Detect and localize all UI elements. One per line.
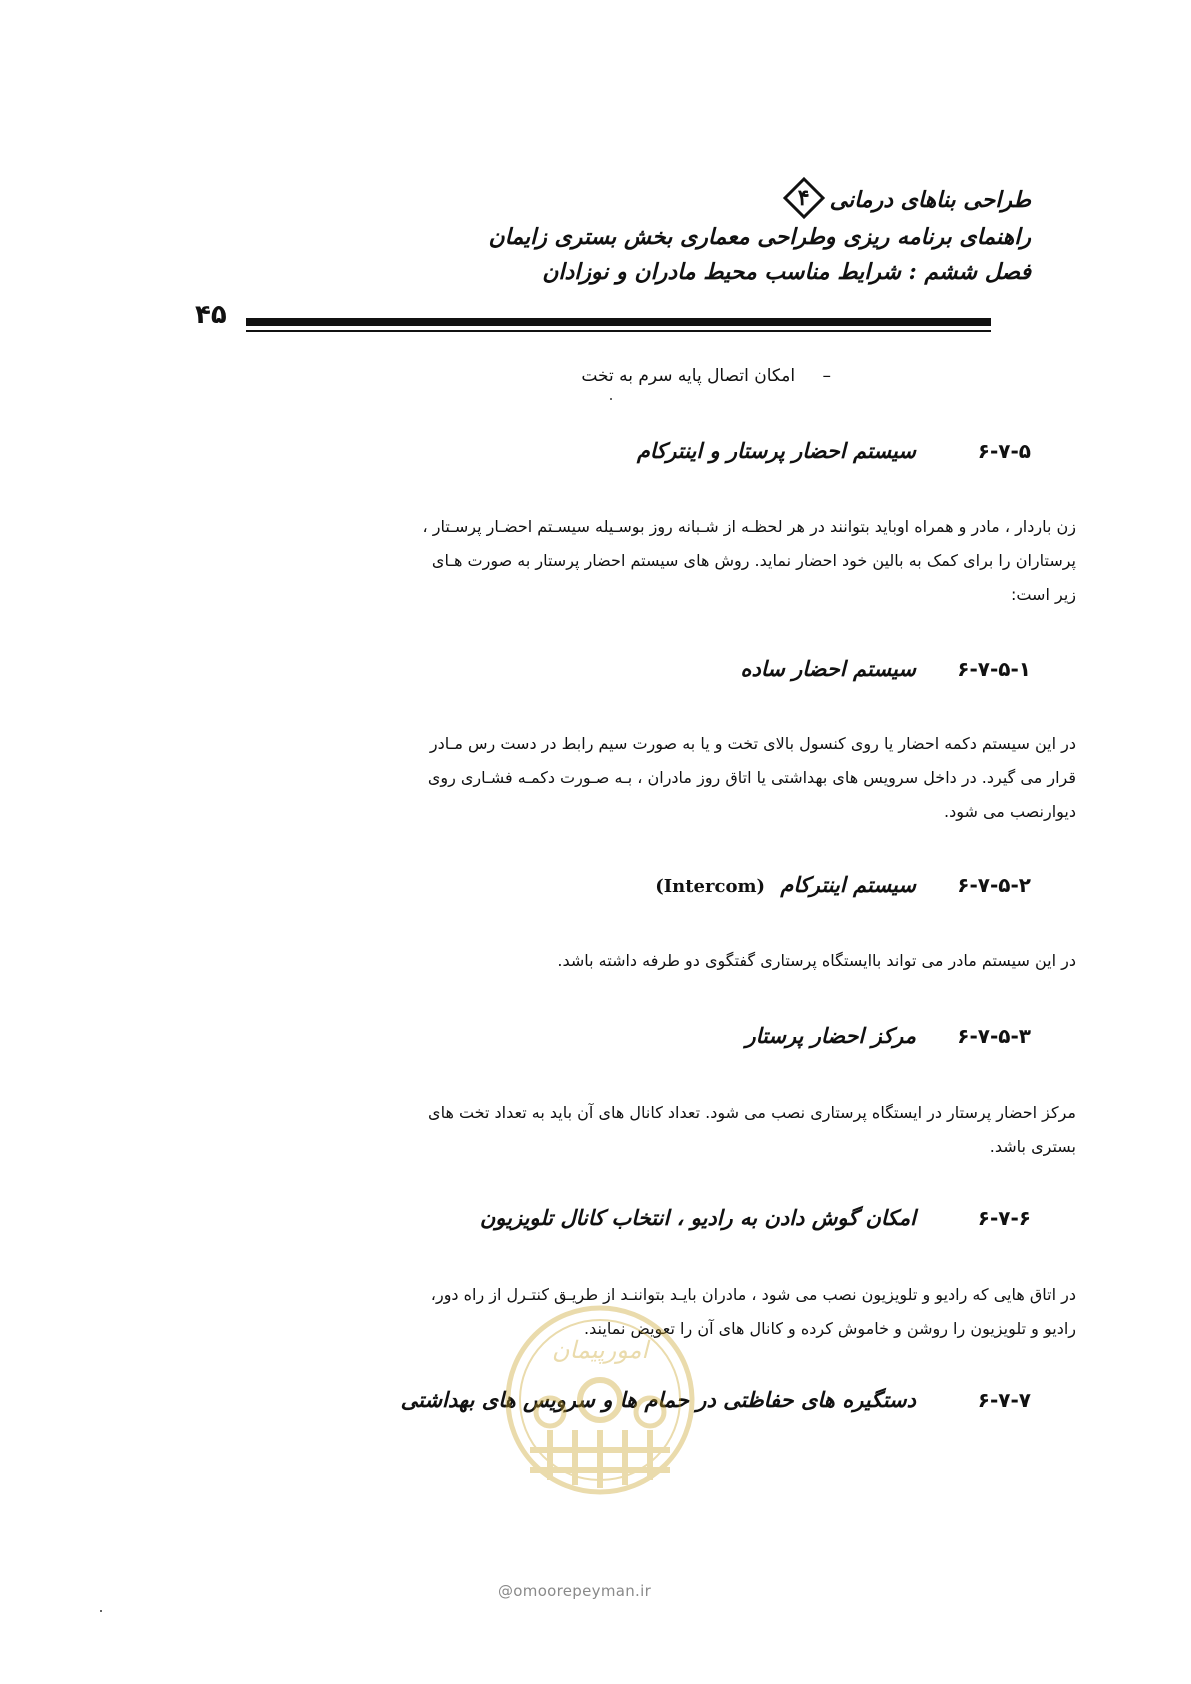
section-6-7-5-body xyxy=(352,510,1076,612)
page-number: ۴۵ xyxy=(195,300,227,330)
section-number: ۶-۷-۶ xyxy=(977,1206,1031,1230)
bullet-text: امکان اتصال پایه سرم به تخت xyxy=(581,366,796,386)
section-heading xyxy=(191,656,1031,696)
section-title: سیستم احضار پرستار و اینترکام xyxy=(636,438,916,463)
section-6-7-5-1-body xyxy=(352,727,1076,829)
section-number: ۶-۷-۵-۳ xyxy=(957,1024,1031,1048)
body-line: در این سیستم دکمه احضار یا روی کنسول بالای تخت و یا به صورت سیم رابط در دست رس مـادر xyxy=(429,734,1076,753)
body-line: دیوارنصب می شود. xyxy=(943,802,1076,821)
section-6-7-5-2 xyxy=(191,872,1031,912)
watermark-logo xyxy=(490,1300,710,1500)
section-heading xyxy=(191,1023,1031,1063)
body-line: بستری باشد. xyxy=(989,1137,1076,1156)
intro-bullet xyxy=(581,366,831,386)
section-number: ۶-۷-۷ xyxy=(977,1388,1031,1412)
section-heading xyxy=(191,872,1031,912)
section-6-7-6 xyxy=(191,1205,1031,1245)
chapter-title: فصل ششم : شرایط مناسب محیط مادران و نوزادان xyxy=(542,259,1031,285)
book-number-badge xyxy=(782,176,826,220)
section-title-text: سیستم اینترکام xyxy=(780,872,916,897)
book-subtitle: راهنمای برنامه ریزی وطراحی معماری بخش بستری زایمان xyxy=(488,224,1031,250)
scan-speck xyxy=(100,1610,102,1612)
body-line: زن باردار ، مادر و همراه اوباید بتوانند در هر لحظـه از شـبانه روز بوسـیله سیسـتم احضـار پرسـتار ، xyxy=(422,517,1076,536)
section-title: امکان گوش دادن به رادیو ، انتخاب کانال تلویزیون xyxy=(479,1205,916,1230)
section-title: دستگیره های حفاظتی در حمام ها و سرویس های بهداشتی xyxy=(400,1387,916,1412)
section-6-7-5-3 xyxy=(191,1023,1031,1063)
section-title-latin: (Intercom) xyxy=(655,876,766,897)
watermark-logo-text: امورپیمان xyxy=(551,1336,649,1364)
watermark-site: @omoorepeyman.ir xyxy=(498,1582,652,1600)
body-line: زیر است: xyxy=(1010,585,1076,604)
running-header xyxy=(411,180,1031,290)
section-heading xyxy=(191,438,1031,478)
body-line: در این سیستم مادر می تواند باایستگاه پرستاری گفتگوی دو طرفه داشته باشد. xyxy=(557,951,1076,970)
body-line: قرار می گیرد. در داخل سرویس های بهداشتی یا اتاق روز مادران ، بـه صـورت دکمـه فشـاری روی xyxy=(427,768,1076,787)
section-6-7-5 xyxy=(191,438,1031,478)
body-line: رادیو و تلویزیون را روشن و خاموش کرده و کانال های آن را تعویض نمایند. xyxy=(584,1319,1076,1338)
scan-speck xyxy=(610,398,612,400)
header-divider xyxy=(246,318,991,326)
section-6-7-5-3-body xyxy=(352,1096,1076,1164)
section-number: ۶-۷-۵-۲ xyxy=(957,873,1031,897)
body-line: مرکز احضار پرستار در ایستگاه پرستاری نصب می شود. تعداد کانال های آن باید به تعداد تخت های xyxy=(428,1103,1076,1122)
section-title: سیستم احضار ساده xyxy=(740,656,916,681)
book-title: طراحی بناهای درمانی xyxy=(829,186,1031,213)
book-title-line xyxy=(411,180,1031,220)
bullet-dash: – xyxy=(822,366,831,386)
section-title: مرکز احضار پرستار xyxy=(745,1023,916,1048)
section-title xyxy=(655,872,916,897)
body-line: پرستاران را برای کمک به بالین خود احضار نماید. روش های سیستم احضار پرستار به صورت هـای xyxy=(431,551,1076,570)
body-line: در اتاق هایی که رادیو و تلویزیون نصب می شود ، مادران بایـد بتواننـد از طریـق کنتـرل از راه دور، xyxy=(430,1285,1076,1304)
section-6-7-6-body xyxy=(352,1278,1076,1346)
section-6-7-5-1 xyxy=(191,656,1031,696)
section-heading xyxy=(191,1205,1031,1245)
section-6-7-5-2-body xyxy=(352,944,1076,978)
book-number: ۴ xyxy=(797,184,810,211)
section-number: ۶-۷-۵ xyxy=(977,439,1031,463)
section-number: ۶-۷-۵-۱ xyxy=(957,657,1031,681)
